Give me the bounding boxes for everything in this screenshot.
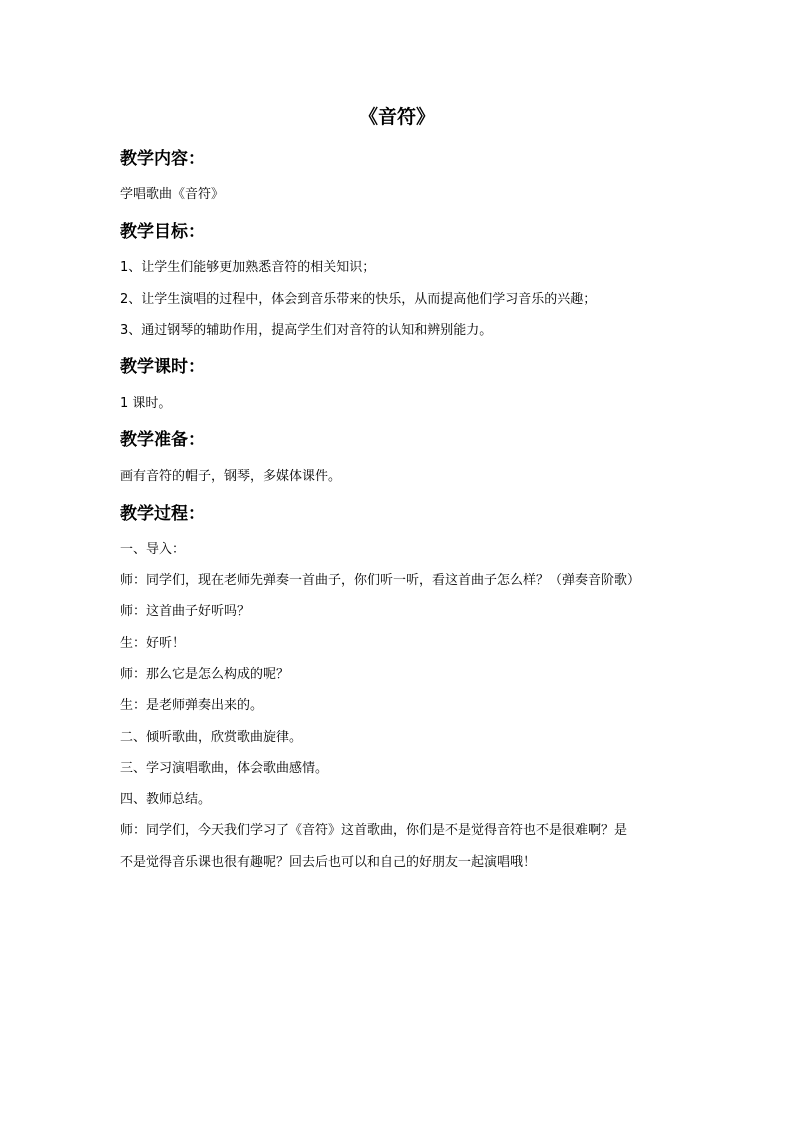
content-line: 学唱歌曲《音符》	[120, 187, 225, 202]
process-line: 师：这首曲子好听吗？	[120, 604, 251, 619]
process-line: 生：是老师弹奏出来的。	[120, 698, 264, 713]
hours-line: 1 课时。	[120, 396, 172, 411]
prep-line: 画有音符的帽子，钢琴，多媒体课件。	[120, 469, 342, 484]
goal-line: 3、通过钢琴的辅助作用，提高学生们对音符的认知和辨别能力。	[120, 323, 493, 338]
heading-teaching-prep: 教学准备：	[120, 430, 205, 450]
process-line: 不是觉得音乐课也很有趣呢？回去后也可以和自己的好朋友一起演唱哦！	[120, 855, 537, 870]
process-line: 生：好听！	[120, 636, 186, 651]
heading-teaching-goals: 教学目标：	[120, 222, 205, 242]
process-line: 四、教师总结。	[120, 792, 212, 807]
process-line: 师：同学们，今天我们学习了《音符》这首歌曲，你们是不是觉得音符也不是很难啊？是	[120, 823, 628, 838]
process-line: 一、导入：	[120, 542, 186, 557]
process-line: 师：那么它是怎么构成的呢？	[120, 667, 290, 682]
process-line: 二、倾听歌曲，欣赏歌曲旋律。	[120, 730, 303, 745]
heading-teaching-content: 教学内容：	[120, 149, 205, 169]
goal-line: 2、让学生演唱的过程中，体会到音乐带来的快乐，从而提高他们学习音乐的兴趣；	[120, 292, 597, 307]
heading-teaching-hours: 教学课时：	[120, 357, 205, 377]
process-line: 三、学习演唱歌曲，体会歌曲感情。	[120, 761, 329, 776]
heading-teaching-process: 教学过程：	[120, 504, 205, 524]
goal-line: 1、让学生们能够更加熟悉音符的相关知识；	[120, 260, 376, 275]
document-title: 《音符》	[358, 106, 435, 128]
process-line: 师：同学们，现在老师先弹奏一首曲子，你们听一听，看这首曲子怎么样？（弹奏音阶歌）	[120, 573, 641, 588]
